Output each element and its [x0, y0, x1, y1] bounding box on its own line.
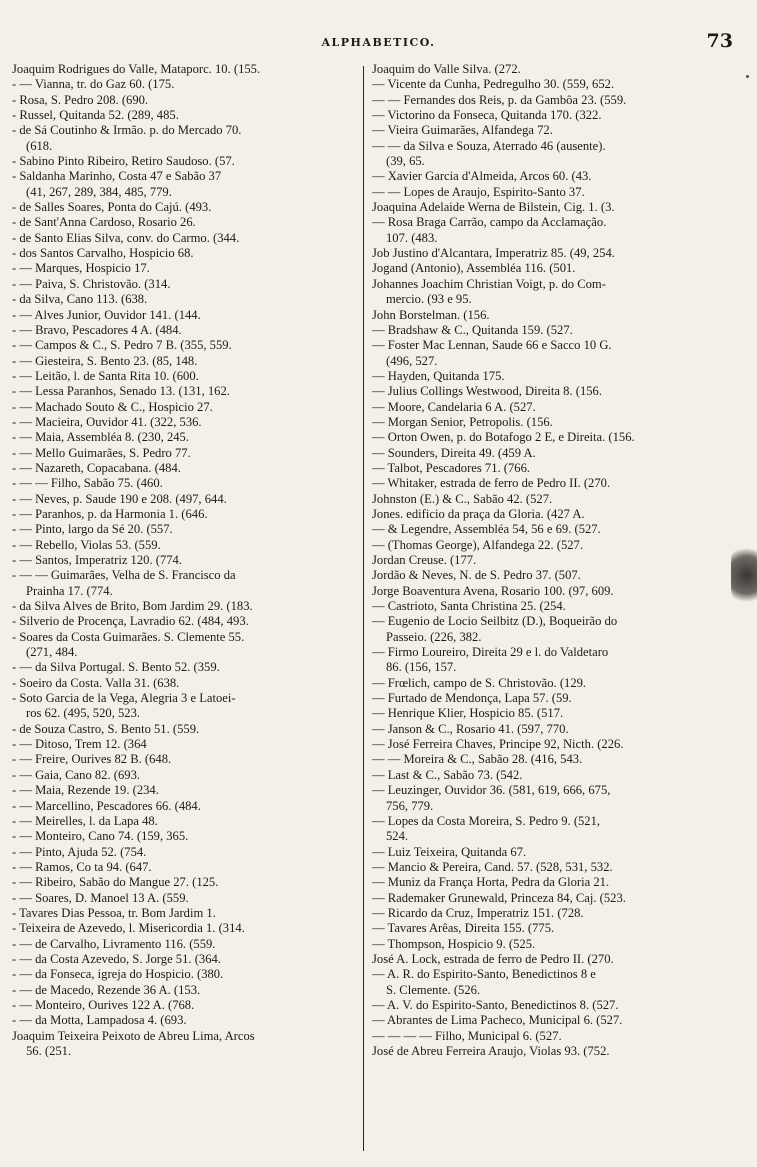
directory-entry-line: - de Santo Elias Silva, conv. do Carmo. (344. — [12, 230, 240, 245]
directory-entry-line: - — Pinto, largo da Sé 20. (557. — [12, 522, 173, 537]
directory-entry-line: — Foster Mac Lennan, Saude 66 e Sacco 10 G. — [372, 338, 612, 353]
directory-entry-line: - — Maia, Rezende 19. (234. — [12, 783, 159, 798]
directory-entry-line: Passeio. (226, 382. — [386, 629, 482, 644]
directory-entry-line: — Whitaker, estrada de ferro de Pedro II. (270. — [372, 476, 611, 491]
directory-entry-line: Joaquim Rodrigues do Valle, Mataporc. 10. (155. — [12, 62, 261, 76]
directory-entry-line: - — Macieira, Ouvidor 41. (322, 536. — [12, 414, 202, 429]
directory-entry-line: - Teixeira de Azevedo, l. Misericordia 1. (314. — [12, 921, 245, 936]
directory-entry-line: Joaquina Adelaide Werna de Bilstein, Cig. 1. (3. — [372, 200, 615, 215]
directory-entry-line: ros 62. (495, 520, 523. — [26, 706, 141, 721]
directory-entry-line: — Sounders, Direita 49. (459 A. — [372, 445, 536, 460]
column-divider — [363, 66, 364, 1151]
page-damage-blot — [731, 545, 757, 605]
directory-entry-line: - — Nazareth, Copacabana. (484. — [12, 460, 181, 475]
directory-entry-line: — Luiz Teixeira, Quitanda 67. — [372, 844, 527, 859]
directory-entry-line: - — Bravo, Pescadores 4 A. (484. — [12, 322, 182, 337]
directory-entry-line: - — da Fonseca, igreja do Hospicio. (380. — [12, 967, 224, 982]
directory-entry-line: - Saldanha Marinho, Costa 47 e Sabão 37 — [12, 169, 222, 184]
directory-entry-line: Joaquim Teixeira Peixoto de Abreu Lima, Arcos — [12, 1028, 255, 1043]
directory-entry-line: — Rosa Braga Carrão, campo da Acclamação. — [372, 215, 607, 230]
directory-entry-line: - Silverio de Procença, Lavradio 62. (484, 493. — [12, 614, 249, 629]
directory-entry-line: - — Maia, Assembléa 8. (230, 245. — [12, 430, 189, 445]
directory-entry-line: - — Marcellino, Pescadores 66. (484. — [12, 798, 201, 813]
directory-entry-line: — Frœlich, campo de S. Christovão. (129. — [372, 675, 587, 690]
directory-entry-line: — Talbot, Pescadores 71. (766. — [372, 460, 531, 475]
directory-entry-line: — (Thomas George), Alfandega 22. (527. — [372, 537, 584, 552]
directory-entry-line: - — da Costa Azevedo, S. Jorge 51. (364. — [12, 951, 221, 966]
directory-entry-line: - — Marques, Hospicio 17. — [12, 261, 150, 276]
directory-entry-line: — A. V. do Espirito-Santo, Benedictinos 8. (527. — [372, 997, 619, 1012]
directory-entry-line: - — da Silva Portugal. S. Bento 52. (359. — [12, 660, 220, 675]
directory-entry-line: — Morgan Senior, Petropolis. (156. — [372, 414, 553, 429]
directory-entry-line: - — Alves Junior, Ouvidor 141. (144. — [12, 307, 201, 322]
directory-entry-line: - — Ramos, Co ta 94. (647. — [12, 859, 152, 874]
directory-entry-line: - — Monteiro, Ourives 122 A. (768. — [12, 997, 195, 1012]
right-column — [372, 62, 744, 1059]
directory-entry-line: José de Abreu Ferreira Araujo, Violas 93. (752. — [372, 1044, 610, 1058]
directory-entry-line: — Castrioto, Santa Christina 25. (254. — [372, 599, 566, 614]
directory-entry-line: - Tavares Dias Pessoa, tr. Bom Jardim 1. — [12, 905, 216, 920]
directory-entry-line: — Xavier Garcia d'Almeida, Arcos 60. (43. — [372, 169, 592, 184]
directory-entry-line: - — Pinto, Ajuda 52. (754. — [12, 844, 147, 859]
directory-entry-line: - — Machado Souto & C., Hospicio 27. — [12, 399, 213, 414]
directory-entry-line: - — Ribeiro, Sabão do Mangue 27. (125. — [12, 875, 219, 890]
directory-entry-line: Jones. edificio da praça da Gloria. (427 A. — [372, 506, 585, 521]
directory-entry-line: - — Lessa Paranhos, Senado 13. (131, 162. — [12, 384, 230, 399]
directory-entry-line: - de Sant'Anna Cardoso, Rosario 26. — [12, 215, 196, 230]
directory-entry-line: Joaquim do Valle Silva. (272. — [372, 62, 521, 76]
page-number: 73 — [706, 30, 733, 52]
left-column — [12, 62, 360, 1059]
directory-entry-line: - — Neves, p. Saude 190 e 208. (497, 644. — [12, 491, 227, 506]
directory-entry-line: - — Monteiro, Cano 74. (159, 365. — [12, 829, 189, 844]
directory-entry-line: — Leuzinger, Ouvidor 36. (581, 619, 666, 675, — [372, 783, 611, 798]
directory-entry-line: — Tavares Arêas, Direita 155. (775. — [372, 921, 555, 936]
directory-entry-line: mercio. (93 e 95. — [386, 292, 472, 307]
directory-entry-line: - Rosa, S. Pedro 208. (690. — [12, 92, 149, 107]
directory-entry-line: (271, 484. — [26, 645, 78, 660]
directory-entry-line: - — Ditoso, Trem 12. (364 — [12, 737, 147, 752]
directory-entry-line: 86. (156, 157. — [386, 660, 457, 675]
directory-entry-line: — — Lopes de Araujo, Espirito-Santo 37. — [372, 184, 585, 199]
ink-speck — [746, 75, 749, 78]
directory-entry-line: - Sabino Pinto Ribeiro, Retiro Saudoso. (57. — [12, 154, 235, 169]
directory-entry-line: — Lopes da Costa Moreira, S. Pedro 9. (521, — [372, 813, 601, 828]
directory-entry-line: (496, 527. — [386, 353, 438, 368]
directory-entry-line: Jordão & Neves, N. de S. Pedro 37. (507. — [372, 568, 581, 583]
directory-entry-line: - — Giesteira, S. Bento 23. (85, 148. — [12, 353, 198, 368]
directory-entry-line: — Furtado de Mendonça, Lapa 57. (59. — [372, 691, 572, 706]
directory-entry-line: - — — Filho, Sabão 75. (460. — [12, 476, 163, 491]
directory-entry-line: José A. Lock, estrada de ferro de Pedro II. (270. — [372, 951, 614, 966]
directory-entry-line: 524. — [386, 829, 409, 844]
directory-entry-line: Prainha 17. (774. — [26, 583, 113, 598]
directory-entry-line: — Victorino da Fonseca, Quitanda 170. (322. — [372, 108, 602, 123]
directory-entry-line: - de Sá Coutinho & Irmão. p. do Mercado 70. — [12, 123, 242, 138]
running-title: ALPHABETICO. — [321, 36, 436, 49]
directory-entry-line: - — — Guimarães, Velha de S. Francisco da — [12, 568, 236, 583]
page-header — [0, 30, 757, 56]
directory-entry-line: Job Justino d'Alcantara, Imperatriz 85. (49, 254. — [372, 246, 615, 261]
directory-entry-line: - dos Santos Carvalho, Hospicio 68. — [12, 246, 194, 261]
directory-entry-line: — Abrantes de Lima Pacheco, Municipal 6. (527. — [372, 1013, 623, 1028]
directory-entry-line: 756, 779. — [386, 798, 434, 813]
directory-entry-line: - Soeiro da Costa. Valla 31. (638. — [12, 675, 180, 690]
directory-entry-line: — Bradshaw & C., Quitanda 159. (527. — [372, 322, 573, 337]
directory-entry-line: - Soto Garcia de la Vega, Alegria 3 e Latoei- — [12, 691, 236, 706]
directory-entry-line: — José Ferreira Chaves, Principe 92, Nicth. (226. — [372, 737, 624, 752]
directory-entry-line: — — — — Filho, Municipal 6. (527. — [372, 1028, 562, 1043]
directory-entry-line: - — Rebello, Violas 53. (559. — [12, 537, 161, 552]
directory-entry-line: Jorge Boaventura Avena, Rosario 100. (97, 609. — [372, 583, 614, 598]
directory-entry-line: - — Santos, Imperatriz 120. (774. — [12, 553, 182, 567]
directory-entry-line: - — de Macedo, Rezende 36 A. (153. — [12, 982, 201, 997]
directory-entry-line: - — Paiva, S. Christovão. (314. — [12, 276, 171, 291]
directory-entry-line: — Moore, Candelaria 6 A. (527. — [372, 399, 536, 414]
directory-entry-line: — & Legendre, Assembléa 54, 56 e 69. (527. — [372, 522, 601, 537]
directory-entry-line: Jordan Creuse. (177. — [372, 553, 477, 567]
directory-entry-line: - — Meirelles, l. da Lapa 48. — [12, 813, 158, 828]
directory-entry-line: — Ricardo da Cruz, Imperatriz 151. (728. — [372, 905, 584, 920]
directory-entry-line: - de Salles Soares, Ponta do Cajú. (493. — [12, 200, 212, 215]
directory-entry-line: - da Silva, Cano 113. (638. — [12, 292, 148, 307]
directory-entry-line: - — de Carvalho, Livramento 116. (559. — [12, 936, 216, 951]
directory-entry-line: — — Moreira & C., Sabão 28. (416, 543. — [372, 752, 583, 767]
directory-entry-line: - — Freire, Ourives 82 B. (648. — [12, 752, 172, 767]
directory-entry-line: - Russel, Quitanda 52. (289, 485. — [12, 108, 179, 123]
directory-entry-line: — Eugenio de Locio Seilbitz (D.), Boqueirão do — [372, 614, 618, 629]
directory-entry-line: John Borstelman. (156. — [372, 307, 490, 322]
directory-entry-line: — Muniz da França Horta, Pedra da Gloria 21. — [372, 875, 610, 890]
directory-entry-line: Johannes Joachim Christian Voigt, p. do Com- — [372, 276, 606, 291]
directory-entry-line: — Hayden, Quitanda 175. — [372, 368, 505, 383]
directory-entry-line: - de Souza Castro, S. Bento 51. (559. — [12, 721, 200, 736]
directory-entry-line: (39, 65. — [386, 154, 425, 169]
directory-entry-line: - Soares da Costa Guimarães. S. Clemente 55. — [12, 629, 245, 644]
directory-entry-line: - — Mello Guimarães, S. Pedro 77. — [12, 445, 191, 460]
directory-entry-line: — A. R. do Espirito-Santo, Benedictinos 8 e — [372, 967, 596, 982]
directory-entry-line: — Last & C., Sabão 73. (542. — [372, 767, 523, 782]
directory-entry-line: - — Vianna, tr. do Gaz 60. (175. — [12, 77, 175, 92]
directory-entry-line: — Henrique Klier, Hospicio 85. (517. — [372, 706, 564, 721]
directory-entry-line: — — da Silva e Souza, Aterrado 46 (ausente). — [372, 138, 606, 153]
directory-entry-line: (618. — [26, 138, 53, 153]
directory-entry-line: - — da Motta, Lampadosa 4. (693. — [12, 1013, 187, 1028]
directory-entry-line: — Julius Collings Westwood, Direita 8. (156. — [372, 384, 602, 399]
directory-entry-line: — Vicente da Cunha, Pedregulho 30. (559, 652. — [372, 77, 615, 92]
directory-entry-line: (41, 267, 289, 384, 485, 779. — [26, 184, 172, 199]
directory-entry-line: 107. (483. — [386, 230, 438, 245]
directory-entry-line: 56. (251. — [26, 1044, 72, 1058]
directory-entry-line: Johnston (E.) & C., Sabão 42. (527. — [372, 491, 553, 506]
directory-entry-line: S. Clemente. (526. — [386, 982, 481, 997]
directory-entry-line: - da Silva Alves de Brito, Bom Jardim 29. (183. — [12, 599, 253, 614]
directory-entry-line: - — Soares, D. Manoel 13 A. (559. — [12, 890, 189, 905]
directory-entry-line: — — Fernandes dos Reis, p. da Gambôa 23. (559. — [372, 92, 627, 107]
directory-entry-line: — Rademaker Grunewald, Princeza 84, Caj. (523. — [372, 890, 626, 905]
directory-entry-line: — Firmo Loureiro, Direita 29 e l. do Valdetaro — [372, 645, 609, 660]
directory-entry-line: — Janson & C., Rosario 41. (597, 770. — [372, 721, 569, 736]
directory-entry-line: — Orton Owen, p. do Botafogo 2 E, e Direita. (156. — [372, 430, 635, 445]
directory-entry-line: — Mancio & Pereira, Cand. 57. (528, 531, 532. — [372, 859, 613, 874]
directory-entry-line: — Thompson, Hospicio 9. (525. — [372, 936, 536, 951]
directory-entry-line: - — Leitão, l. de Santa Rita 10. (600. — [12, 368, 199, 383]
directory-entry-line: - — Gaia, Cano 82. (693. — [12, 767, 141, 782]
directory-entry-line: — Vieira Guimarães, Alfandega 72. — [372, 123, 553, 138]
directory-entry-line: Jogand (Antonio), Assembléa 116. (501. — [372, 261, 576, 276]
directory-entry-line: - — Campos & C., S. Pedro 7 B. (355, 559. — [12, 338, 232, 353]
directory-entry-line: - — Paranhos, p. da Harmonia 1. (646. — [12, 506, 208, 521]
